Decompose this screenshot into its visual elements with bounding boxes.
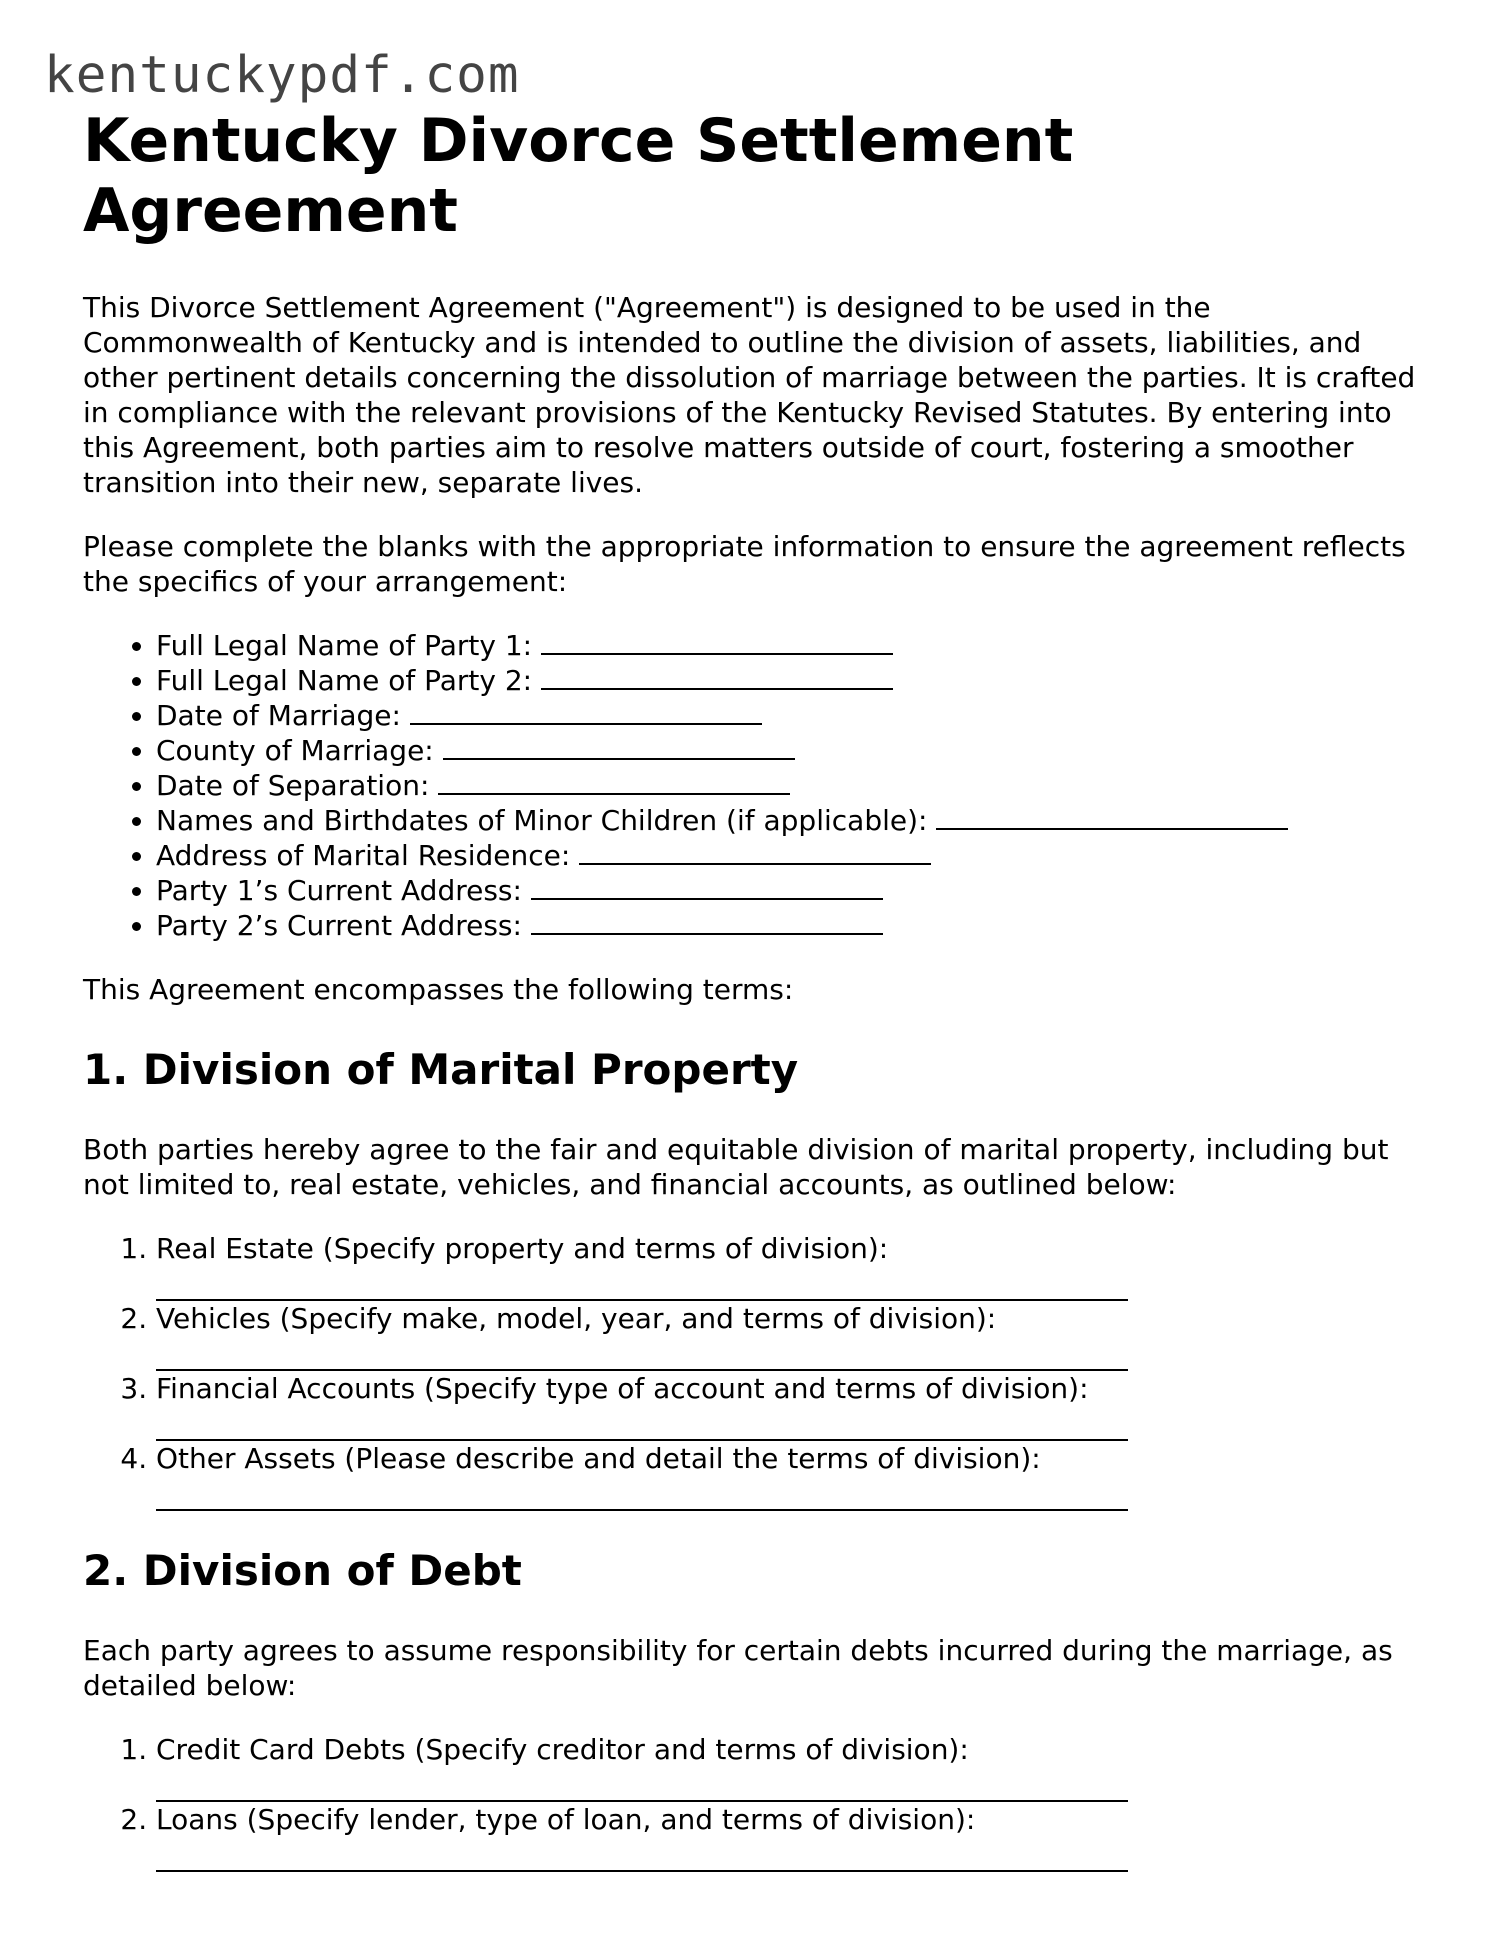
field-label: Date of Marriage: (156, 699, 401, 732)
field-label: Full Legal Name of Party 2: (156, 664, 533, 697)
blank-field[interactable] (438, 769, 790, 795)
blank-field[interactable] (410, 699, 762, 725)
field-label: Address of Marital Residence: (156, 839, 571, 872)
blank-field[interactable] (541, 629, 893, 655)
blank-line[interactable] (156, 1476, 1128, 1511)
list-item (156, 1371, 1423, 1441)
blank-field[interactable] (531, 909, 883, 935)
document-title: Kentucky Divorce Settlement Agreement (83, 106, 1074, 246)
property-items-list (83, 1231, 1423, 1511)
list-item (156, 1231, 1423, 1301)
list-item (156, 803, 1423, 838)
item-label: Real Estate (Specify property and terms of division): (156, 1232, 889, 1265)
list-item (156, 1301, 1423, 1371)
debt-items-list (83, 1732, 1423, 1872)
instructions-paragraph: Please complete the blanks with the appropriate information to ensure the agreement reflects the specifics of your arrangement: (83, 530, 1406, 598)
list-item (156, 1802, 1423, 1872)
section-intro-property: Both parties hereby agree to the fair and equitable division of marital property, including but not limited to, real estate, vehicles, and financial accounts, as outlined below: (83, 1133, 1389, 1201)
field-label: Names and Birthdates of Minor Children (if applicable): (156, 804, 928, 837)
section-intro-debt: Each party agrees to assume responsibility for certain debts incurred during the marriage, as detailed below: (83, 1634, 1393, 1702)
info-fields-list (83, 628, 1423, 943)
item-label: Loans (Specify lender, type of loan, and terms of division): (156, 1803, 976, 1836)
field-label: Date of Separation: (156, 769, 430, 802)
list-item (156, 873, 1423, 908)
blank-line[interactable] (156, 1336, 1128, 1371)
item-label: Other Assets (Please describe and detail the terms of division): (156, 1442, 1041, 1475)
intro-paragraph: This Divorce Settlement Agreement ("Agreement") is designed to be used in the Commonwealth of Kentucky and is intended to outline the division of assets, liabilities, and other pertinent details concerning the dissolution of marriage between the parties. It is crafted in compliance with the relevant provisions of the Kentucky Revised Statutes. By entering into this Agreement, both parties aim to resolve matters outside of court, fostering a smoother transition into their new, separate lives. (83, 291, 1416, 499)
list-item (156, 628, 1423, 663)
blank-line[interactable] (156, 1767, 1128, 1802)
list-item (156, 838, 1423, 873)
blank-field[interactable] (579, 839, 931, 865)
list-item (156, 1732, 1423, 1802)
list-item (156, 663, 1423, 698)
terms-intro: This Agreement encompasses the following terms: (83, 973, 794, 1006)
field-label: County of Marriage: (156, 734, 434, 767)
blank-field[interactable] (443, 734, 795, 760)
item-label: Financial Accounts (Specify type of account and terms of division): (156, 1372, 1089, 1405)
list-item (156, 908, 1423, 943)
watermark: kentuckypdf.com (44, 46, 520, 105)
field-label: Party 1’s Current Address: (156, 874, 522, 907)
list-item (156, 768, 1423, 803)
field-label: Party 2’s Current Address: (156, 909, 522, 942)
blank-line[interactable] (156, 1266, 1128, 1301)
list-item (156, 698, 1423, 733)
blank-line[interactable] (156, 1837, 1128, 1872)
item-label: Vehicles (Specify make, model, year, and terms of division): (156, 1302, 997, 1335)
blank-field[interactable] (936, 804, 1288, 830)
list-item (156, 1441, 1423, 1511)
blank-field[interactable] (531, 874, 883, 900)
item-label: Credit Card Debts (Specify creditor and terms of division): (156, 1733, 969, 1766)
field-label: Full Legal Name of Party 1: (156, 629, 533, 662)
blank-line[interactable] (156, 1406, 1128, 1441)
blank-field[interactable] (541, 664, 893, 690)
list-item (156, 733, 1423, 768)
section-heading-debt: 2. Division of Debt (83, 1546, 522, 1595)
section-heading-property: 1. Division of Marital Property (83, 1045, 799, 1094)
document-page (83, 106, 1423, 1872)
